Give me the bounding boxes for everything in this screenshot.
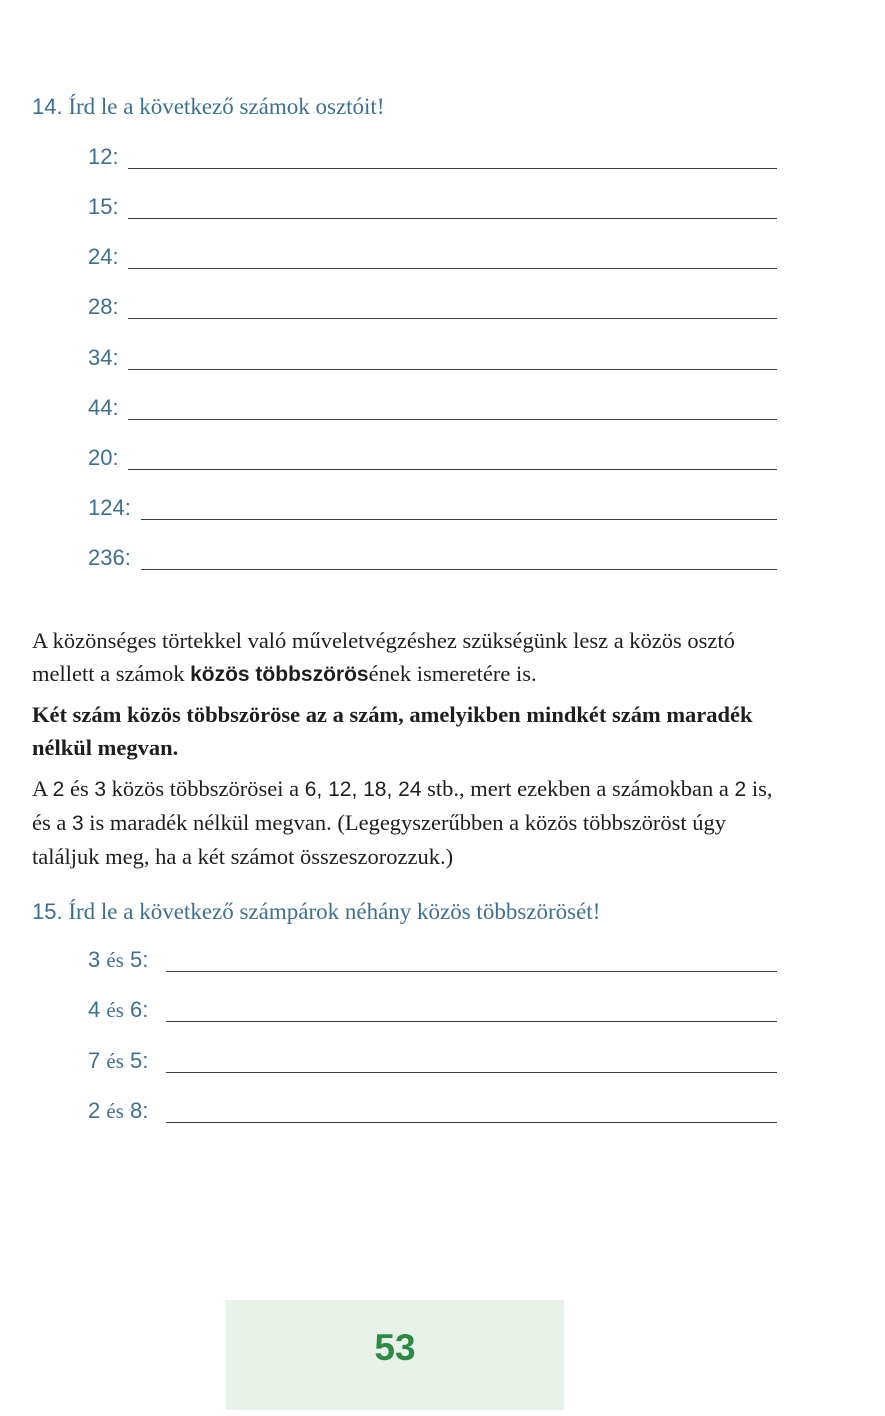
pair-second: 5: [130, 1048, 149, 1073]
divisor-row [88, 182, 777, 222]
answer-line[interactable] [128, 318, 777, 319]
answer-line[interactable] [166, 1072, 777, 1073]
definition-paragraph: Két szám közös többszöröse az a szám, amelyikben mindkét szám maradék nélkül megvan. [32, 702, 753, 760]
answer-line[interactable] [128, 268, 777, 269]
divisor-row [88, 132, 777, 172]
example-text: és [64, 776, 95, 801]
answer-line[interactable] [128, 218, 777, 219]
page-number-box [226, 1300, 564, 1410]
task-number: 14. [32, 94, 63, 119]
example-paragraph [32, 772, 792, 873]
row-label [88, 949, 148, 971]
intro-key-term: közös többszörös [190, 663, 369, 686]
pair-first: 2 [88, 1098, 101, 1123]
answer-line[interactable] [141, 519, 777, 520]
row-label: 15: [88, 194, 119, 219]
example-text: közös többszörösei a [106, 776, 305, 801]
row-label: 236: [88, 545, 131, 570]
pair-first: 4 [88, 997, 101, 1022]
task-14-title [32, 94, 384, 120]
divisor-row [88, 533, 777, 573]
multiple-row [88, 1086, 777, 1126]
row-label: 20: [88, 445, 119, 470]
multiple-row [88, 985, 777, 1025]
example-number: 3 [71, 812, 84, 835]
intro-text-a: A közönséges törtekkel való műveletvégzéshez szükségünk lesz a közös osztó mellett a számok [32, 628, 735, 686]
pair-conjunction: és [106, 1049, 124, 1073]
row-label: 44: [88, 395, 119, 420]
row-label [88, 1050, 148, 1072]
pair-conjunction: és [106, 998, 124, 1022]
pair-conjunction: és [106, 1099, 124, 1123]
row-label: 24: [88, 244, 119, 269]
answer-line[interactable] [128, 369, 777, 370]
task-text: Írd le a következő számpárok néhány közös többszörösét! [68, 899, 601, 924]
pair-second: 8: [130, 1098, 149, 1123]
multiple-row [88, 1036, 777, 1076]
pair-second: 5: [130, 947, 149, 972]
example-number: 2 [52, 778, 65, 801]
example-number: 6, 12, 18, 24 [304, 778, 422, 801]
multiple-row [88, 935, 777, 975]
answer-line[interactable] [166, 971, 777, 972]
example-text: A [32, 776, 53, 801]
answer-line[interactable] [128, 419, 777, 420]
intro-paragraph [32, 624, 792, 691]
divisor-row [88, 282, 777, 322]
divisor-row [88, 383, 777, 423]
row-label [88, 999, 148, 1021]
pair-conjunction: és [106, 948, 124, 972]
answer-line[interactable] [128, 469, 777, 470]
pair-first: 7 [88, 1048, 101, 1073]
row-label: 124: [88, 495, 131, 520]
task-text: Írd le a következő számok osztóit! [68, 94, 385, 119]
row-label [88, 1100, 148, 1122]
divisor-row [88, 333, 777, 373]
pair-first: 3 [88, 947, 101, 972]
example-number: 2 [734, 778, 747, 801]
intro-text-b: ének ismeretére is. [368, 661, 537, 686]
task-15-title [32, 899, 600, 925]
divisor-row [88, 483, 777, 523]
divisor-row [88, 232, 777, 272]
row-label: 34: [88, 345, 119, 370]
example-text: is maradék nélkül megvan. (Legegyszerűbben a közös többszöröst úgy találjuk meg, ha a két számot összeszorozzuk.) [32, 810, 726, 869]
example-text: is, és a [32, 776, 773, 835]
task-number: 15. [32, 899, 63, 924]
row-label: 12: [88, 144, 119, 169]
row-label: 28: [88, 294, 119, 319]
answer-line[interactable] [166, 1122, 777, 1123]
page-number: 53 [374, 1327, 416, 1368]
answer-line[interactable] [128, 168, 777, 169]
example-text: stb., mert ezekben a számokban a [421, 776, 735, 801]
pair-second: 6: [130, 997, 149, 1022]
answer-line[interactable] [141, 569, 777, 570]
answer-line[interactable] [166, 1021, 777, 1022]
example-number: 3 [94, 778, 107, 801]
divisor-row [88, 433, 777, 473]
